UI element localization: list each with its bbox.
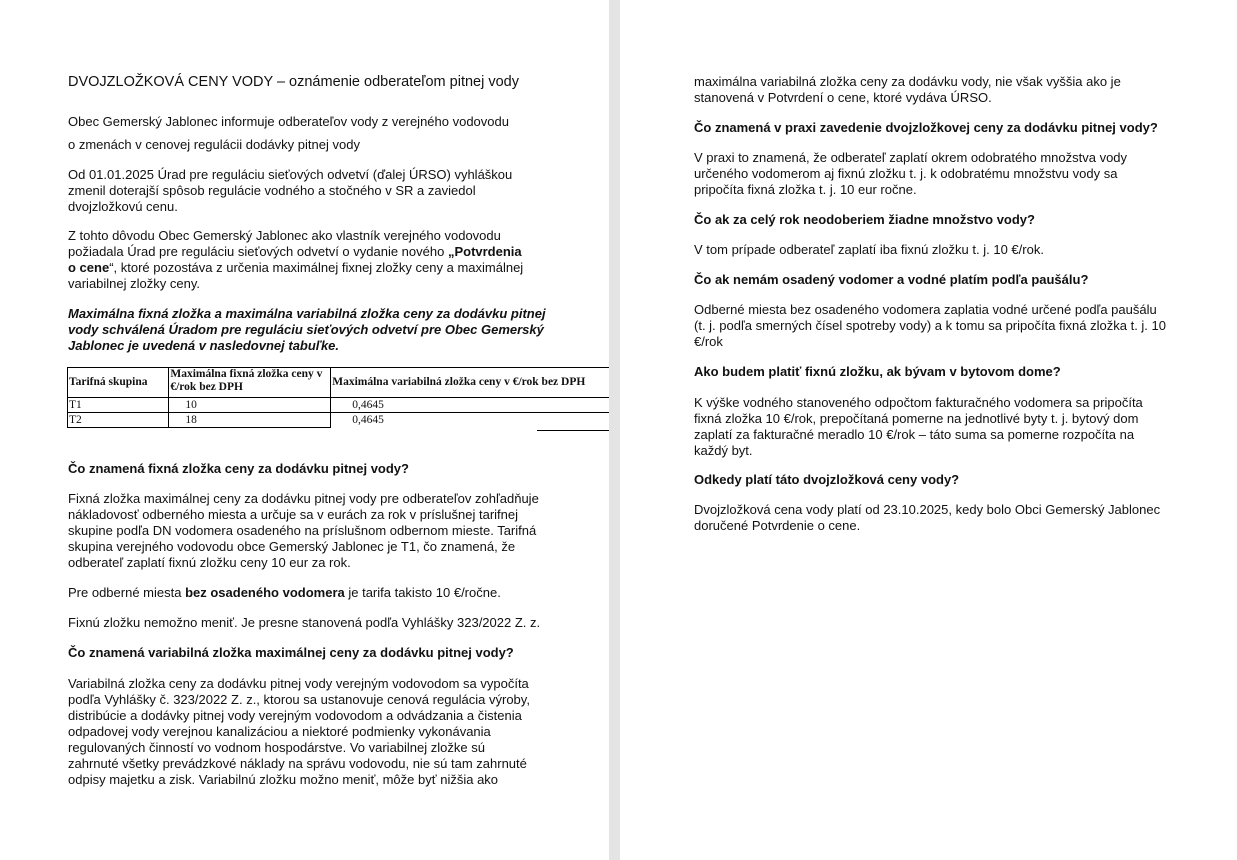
heading-valid-since: Odkedy platí táto dvojzložková ceny vody?	[694, 472, 960, 487]
text-line: €/rok	[694, 334, 723, 349]
paragraph-no-usage: V tom prípade odberateľ zaplatí iba fixnú zložku t. j. 10 €/rok.	[694, 242, 1044, 257]
paragraph-valid-since	[694, 502, 1160, 534]
paragraph-apartment	[694, 395, 1143, 459]
heading-flat-rate: Čo ak nemám osadený vodomer a vodné platím podľa paušálu?	[694, 272, 1089, 287]
paragraph-cannot-change: Fixnú zložku nemožno meniť. Je presne stanovená podľa Vyhlášky 323/2022 Z. z.	[68, 615, 541, 630]
text-line: Od 01.01.2025 Úrad pre reguláciu sieťových odvetví (ďalej ÚRSO) vyhláškou	[68, 167, 513, 182]
document-page-right	[620, 0, 1237, 860]
document-page-left	[0, 0, 609, 860]
text-line: každý byt.	[694, 443, 753, 458]
text-line: zmenil doterajší spôsob regulácie vodného a stočného v SR a zaviedol	[68, 183, 476, 198]
table-header-cell: Maximálna fixná zložka ceny v €/rok bez DPH	[169, 368, 331, 398]
bold-span: „Potvrdenia	[447, 244, 522, 259]
text-line: určeného vodomerom aj fixnú zložku t. j. k odobratému množstvu vody sa	[694, 166, 1118, 181]
table-cell: T2	[68, 413, 169, 428]
text-line: Maximálna fixná zložka a maximálna variabilná zložka ceny za dodávku pitnej	[68, 306, 546, 321]
text-line: dvojzložkovú cenu.	[68, 199, 178, 214]
text-line: Fixná zložka maximálnej ceny za dodávku pitnej vody pre odberateľov zohľadňuje	[68, 491, 539, 506]
bold-span: o cene	[68, 260, 110, 275]
text-line: zaplatí za fakturačné meradlo 10 €/rok – táto suma sa pomerne rozpočíta na	[694, 427, 1135, 442]
text-line: Variabilná zložka ceny za dodávku pitnej vody verejným vodovodom sa vypočíta	[68, 676, 529, 691]
heading-practice: Čo znamená v praxi zavedenie dvojzložkovej ceny za dodávku pitnej vody?	[694, 120, 1158, 135]
text-line: odpisy majetku a zisk. Variabilnú zložku možno meniť, môže byť nižšia ako	[68, 772, 499, 787]
text-line	[68, 260, 523, 276]
text-line: V praxi to znamená, že odberateľ zaplatí okrem odobratého množstva vody	[694, 150, 1128, 165]
text-line: vody schválená Úradom pre reguláciu sieťových odvetví pre Obec Gemerský	[68, 322, 544, 337]
intro-line: o zmenách v cenovej regulácii dodávky pitnej vody	[68, 137, 360, 152]
text-line: podľa Vyhlášky č. 323/2022 Z. z., ktorou sa ustanovuje cenová regulácia výroby,	[68, 692, 530, 707]
tariff-table	[67, 367, 609, 428]
table-rule	[537, 430, 609, 431]
table-row	[68, 398, 610, 413]
text-line: zahrnuté všetky prevádzkové náklady na správu vodovodu, nie sú tam zahrnuté	[68, 756, 527, 771]
paragraph-practice	[694, 150, 1127, 198]
text-line: fixná zložka 10 €/rok, prepočítaná pomerne na jednotlivé byty t. j. bytový dom	[694, 411, 1139, 426]
text-line: pripočíta fixná zložka t. j. 10 eur ročne.	[694, 182, 917, 197]
text-line: odberateľ zaplatí fixnú zložku ceny 10 eur za rok.	[68, 555, 351, 570]
text-line: Odberné miesta bez osadeného vodomera zaplatia vodné určené podľa paušálu	[694, 302, 1157, 317]
text-line: regulovaných činností vo vodnom hospodárstve. Vo variabilnej zložke sú	[68, 740, 485, 755]
text-line: variabilnej zložky ceny.	[68, 276, 200, 291]
paragraph-fixed-component	[68, 491, 539, 571]
intro-line: Obec Gemerský Jablonec informuje odberateľov vody z verejného vodovodu	[68, 114, 509, 129]
text-line: nákladovosť odberného miesta a určuje sa v eurách za rok v príslušnej tarifnej	[68, 507, 519, 522]
heading-fixed-component: Čo znamená fixná zložka ceny za dodávku pitnej vody?	[68, 461, 409, 476]
heading-no-usage: Čo ak za celý rok neodoberiem žiadne množstvo vody?	[694, 212, 1035, 227]
text-line: Z tohto dôvodu Obec Gemerský Jablonec ako vlastník verejného vodovodu	[68, 228, 501, 243]
text-span: je tarifa takisto 10 €/ročne.	[344, 585, 501, 600]
page-gutter	[609, 0, 620, 860]
text-line: (t. j. podľa smerných čísel spotreby vody) a k tomu sa pripočíta fixná zložka t. j. 10	[694, 318, 1166, 333]
table-cell: 18	[169, 413, 331, 428]
text-line: stanovená v Potvrdení o cene, ktoré vydáva ÚRSO.	[694, 90, 992, 105]
heading-apartment: Ako budem platiť fixnú zložku, ak bývam v bytovom dome?	[694, 364, 1061, 379]
table-cell: T1	[68, 398, 169, 413]
text-line: skupine podľa DN vodomera osadeného na príslušnom odbernom mieste. Tarifná	[68, 523, 537, 538]
table-cell: 10	[169, 398, 331, 413]
text-line: Jablonec je uvedená v nasledovnej tabuľke.	[68, 338, 340, 353]
heading-variable-component: Čo znamená variabilná zložka maximálnej ceny za dodávku pitnej vody?	[68, 645, 514, 660]
paragraph-continued	[694, 74, 1121, 106]
text-span: Pre odberné miesta	[68, 585, 186, 600]
text-line: Dvojzložková cena vody platí od 23.10.2025, kedy bolo Obci Gemerský Jablonec	[694, 502, 1161, 517]
text-line: skupina verejného vodovodu obce Gemerský Jablonec je T1, čo znamená, že	[68, 539, 516, 554]
paragraph-confirmation	[68, 228, 523, 292]
text-line	[68, 244, 523, 260]
text-line: doručené Potvrdenie o cene.	[694, 518, 861, 533]
paragraph-flat-rate	[694, 302, 1166, 350]
bold-span: bez osadeného vodomera	[185, 585, 345, 600]
text-span: “, ktoré pozostáva z určenia maximálnej fixnej zložky ceny a maximálnej	[109, 260, 524, 275]
paragraph-regulation	[68, 167, 512, 215]
table-header-cell: Maximálna variabilná zložka ceny v €/rok bez DPH	[331, 368, 609, 398]
document-title: DVOJZLOŽKOVÁ CENY VODY – oznámenie odberateľom pitnej vody	[68, 74, 519, 90]
text-line: maximálna variabilná zložka ceny za dodávku vody, nie však vyššia ako je	[694, 74, 1121, 89]
paragraph-variable-component	[68, 676, 530, 788]
text-line: distribúcie a dodávky pitnej vody verejným vodovodom a odvádzania a čistenia	[68, 708, 522, 723]
table-cell: 0,4645	[331, 413, 609, 428]
table-header-row	[68, 368, 610, 398]
text-line: odpadovej vody verejnou kanalizáciou a niektoré podmienky vykonávania	[68, 724, 491, 739]
paragraph-table-intro	[68, 306, 546, 354]
table-cell: 0,4645	[331, 398, 609, 413]
paragraph-no-meter	[68, 585, 501, 601]
text-line: K výške vodného stanoveného odpočtom fakturačného vodomera sa pripočíta	[694, 395, 1143, 410]
table-row	[68, 413, 610, 428]
text-span: požiadala Úrad pre reguláciu sieťových odvetví o vydanie nového	[68, 244, 448, 259]
table-header-cell: Tarifná skupina	[68, 368, 169, 398]
